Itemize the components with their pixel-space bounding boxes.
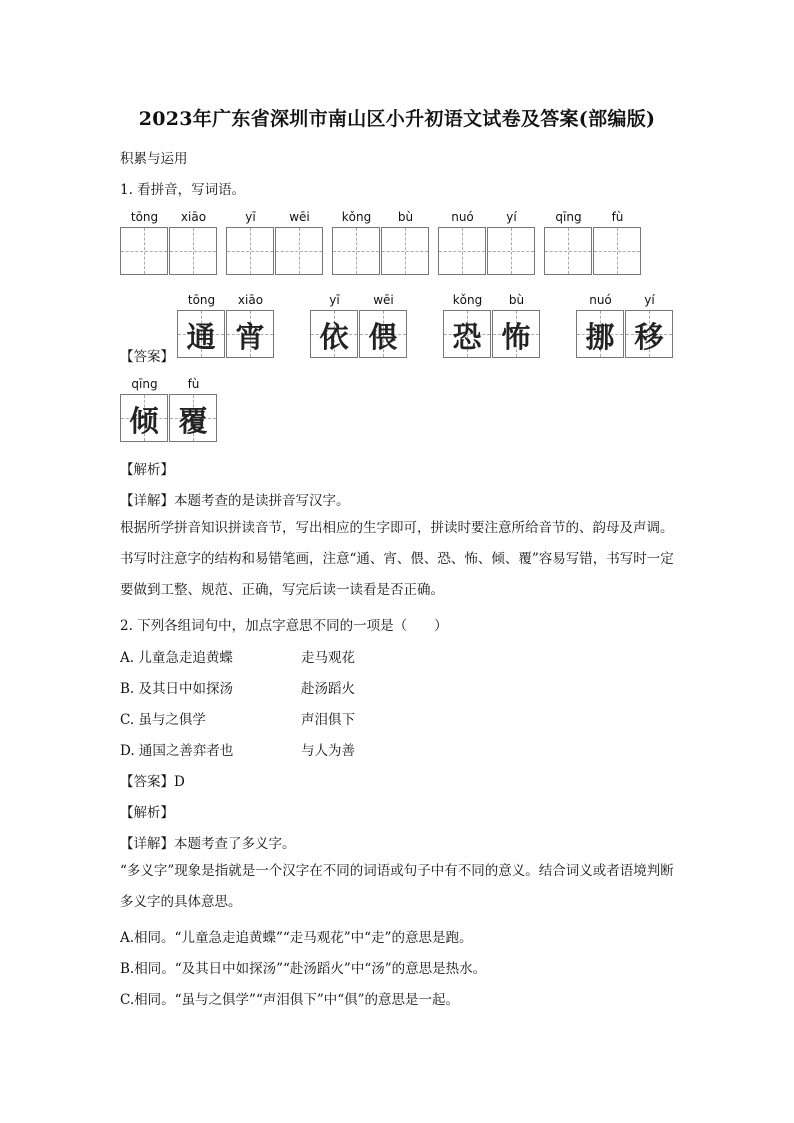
answer-character: 怖 bbox=[501, 320, 531, 354]
pinyin-label: nuó bbox=[451, 210, 474, 224]
explanation-1: 根据所学拼音知识拼读音节，写出相应的生字即可，拼读时要注意所给音节的、韵母及声调。书写时注意字的结构和易错笔画，注意“通、宵、偎、恐、怖、倾、覆”容易写错，书写时一定要做到工整、规范、正确，写完后读一读看是否正确。 bbox=[120, 520, 674, 598]
tian-grid-box bbox=[120, 394, 168, 442]
pinyin-label: bù bbox=[508, 293, 525, 307]
tian-grid-box bbox=[443, 310, 491, 358]
answer-character: 依 bbox=[319, 320, 349, 354]
analysis-label-2: 【解析】 bbox=[120, 805, 174, 821]
pinyin-label: tōng bbox=[130, 210, 159, 224]
tian-grid-box bbox=[226, 310, 274, 358]
tian-grid-box bbox=[310, 310, 358, 358]
tian-grid-box bbox=[625, 310, 673, 358]
section-heading: 积累与运用 bbox=[120, 151, 188, 167]
tian-grid-box bbox=[487, 227, 535, 275]
pinyin-label: qīng bbox=[555, 210, 582, 224]
pinyin-label: yī bbox=[329, 293, 340, 307]
answer-2: 【答案】D bbox=[120, 774, 185, 790]
detail-2: 【详解】本题考查了多义字。 bbox=[120, 836, 296, 852]
answer-character: 移 bbox=[634, 320, 664, 354]
answer-character: 覆 bbox=[178, 404, 208, 438]
pinyin-label: kǒng bbox=[341, 210, 372, 224]
option-c-pair: 声泪俱下 bbox=[301, 712, 355, 728]
grid-guide-line bbox=[462, 228, 463, 274]
pinyin-label: kǒng bbox=[452, 293, 483, 307]
option-a-pair: 走马观花 bbox=[301, 650, 355, 666]
detail-1: 【详解】本题考查的是读拼音写汉字。 bbox=[120, 493, 350, 509]
option-b-pair: 赴汤蹈火 bbox=[301, 681, 355, 697]
pinyin-label: tōng bbox=[187, 293, 216, 307]
pinyin-label: fù bbox=[187, 377, 200, 391]
grid-guide-line bbox=[511, 228, 512, 274]
option-d-pair: 与人为善 bbox=[301, 743, 355, 759]
tian-grid-box bbox=[169, 394, 217, 442]
explain-line-b: B.相同。“及其日中如探汤”“赴汤蹈火”中“汤”的意思是热水。 bbox=[120, 961, 487, 977]
option-c: C. 虽与之俱学 bbox=[120, 712, 206, 728]
option-b: B. 及其日中如探汤 bbox=[120, 681, 234, 697]
answer-character: 通 bbox=[186, 320, 216, 354]
pinyin-label: qīng bbox=[131, 377, 158, 391]
pinyin-label: wēi bbox=[373, 293, 394, 307]
pinyin-label: xiāo bbox=[180, 210, 207, 224]
pinyin-label: bù bbox=[397, 210, 414, 224]
tian-grid-box bbox=[576, 310, 624, 358]
tian-grid-box bbox=[492, 310, 540, 358]
explain-line-a: A.相同。“儿童急走追黄蝶”“走马观花”中“走”的意思是跑。 bbox=[120, 930, 473, 946]
answer-label-1: 【答案】 bbox=[120, 349, 174, 365]
grid-guide-line bbox=[617, 228, 618, 274]
pinyin-label: yī bbox=[245, 210, 256, 224]
answer-character: 恐 bbox=[452, 320, 482, 354]
analysis-label-1: 【解析】 bbox=[120, 462, 174, 478]
tian-grid-box bbox=[359, 310, 407, 358]
answer-character: 偎 bbox=[368, 320, 398, 354]
tian-grid-box bbox=[120, 227, 168, 275]
tian-grid-box bbox=[544, 227, 592, 275]
grid-guide-line bbox=[405, 228, 406, 274]
pinyin-label: fù bbox=[611, 210, 624, 224]
tian-grid-box bbox=[332, 227, 380, 275]
answer-character: 倾 bbox=[129, 404, 159, 438]
question-1-stem: 1. 看拼音，写词语。 bbox=[120, 182, 246, 198]
answer-character: 宵 bbox=[235, 320, 265, 354]
grid-guide-line bbox=[250, 228, 251, 274]
pinyin-label: yí bbox=[506, 210, 517, 224]
tian-grid-box bbox=[381, 227, 429, 275]
option-a: A. 儿童急走追黄蝶 bbox=[120, 650, 233, 666]
tian-grid-box bbox=[177, 310, 225, 358]
question-2-stem: 2. 下列各组词句中，加点字意思不同的一项是（ ） bbox=[120, 618, 448, 634]
grid-guide-line bbox=[568, 228, 569, 274]
tian-grid-box bbox=[169, 227, 217, 275]
tian-grid-box bbox=[438, 227, 486, 275]
option-d: D. 通国之善弈者也 bbox=[120, 743, 234, 759]
pinyin-label: yí bbox=[644, 293, 655, 307]
grid-guide-line bbox=[144, 228, 145, 274]
pinyin-label: wēi bbox=[289, 210, 310, 224]
pinyin-label: xiāo bbox=[237, 293, 264, 307]
grid-guide-line bbox=[299, 228, 300, 274]
tian-grid-box bbox=[593, 227, 641, 275]
tian-grid-box bbox=[226, 227, 274, 275]
grid-guide-line bbox=[193, 228, 194, 274]
answer-character: 挪 bbox=[585, 320, 615, 354]
tian-grid-box bbox=[275, 227, 323, 275]
page-title: 2023年广东省深圳市南山区小升初语文试卷及答案(部编版) bbox=[138, 108, 656, 130]
pinyin-label: nuó bbox=[589, 293, 612, 307]
grid-guide-line bbox=[356, 228, 357, 274]
explanation-2: “多义字”现象是指就是一个汉字在不同的词语或句子中有不同的意义。结合词义或者语境判断多义字的具体意思。 bbox=[120, 863, 674, 910]
explain-line-c: C.相同。“虽与之俱学”“声泪俱下”中“俱”的意思是一起。 bbox=[120, 992, 460, 1008]
